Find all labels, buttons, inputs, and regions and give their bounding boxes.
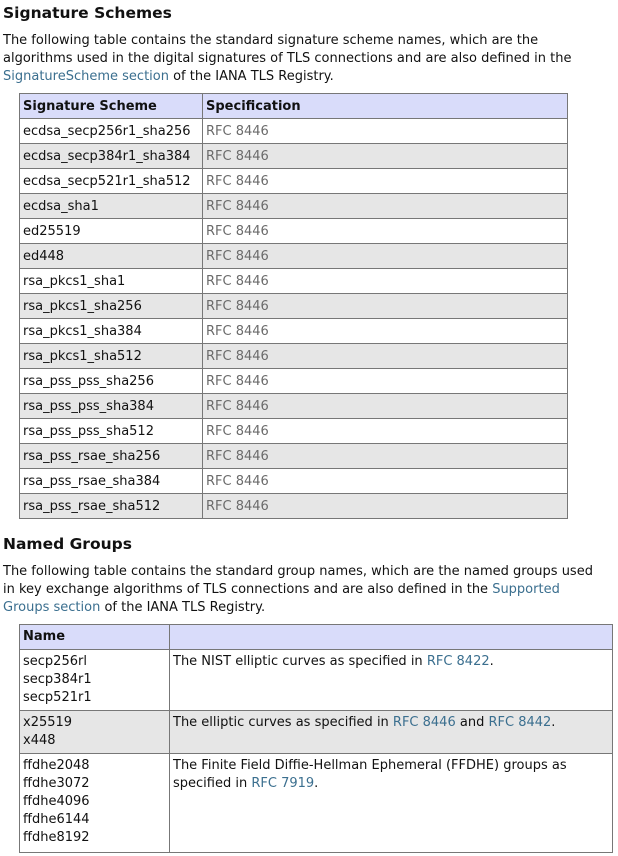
signature-schemes-intro bbox=[3, 32, 603, 86]
spec-value: RFC 8446 bbox=[203, 394, 568, 419]
spec-value: RFC 8446 bbox=[203, 319, 568, 344]
group-name: ffdhe3072 bbox=[23, 776, 90, 791]
table-row bbox=[20, 754, 613, 853]
table-row bbox=[20, 469, 568, 494]
table-row bbox=[20, 169, 568, 194]
group-name: x448 bbox=[23, 733, 56, 748]
group-name: secp256rl bbox=[23, 654, 87, 669]
spec-value: RFC 8446 bbox=[203, 169, 568, 194]
column-header-description bbox=[170, 625, 613, 650]
scheme-name: ecdsa_secp384r1_sha384 bbox=[20, 144, 203, 169]
table-row bbox=[20, 219, 568, 244]
table-header-row bbox=[20, 94, 568, 119]
group-description-cell bbox=[170, 754, 613, 853]
group-name: x25519 bbox=[23, 715, 73, 730]
scheme-name: rsa_pss_rsae_sha512 bbox=[20, 494, 203, 519]
description-text: The Finite Field Diffie-Hellman Ephemeral (FFDHE) groups as specified in bbox=[173, 758, 567, 791]
group-names-cell bbox=[20, 650, 170, 711]
group-name: ffdhe4096 bbox=[23, 794, 90, 809]
group-description-cell bbox=[170, 650, 613, 711]
signaturescheme-section-link[interactable]: SignatureScheme section bbox=[3, 69, 169, 84]
group-name: secp521r1 bbox=[23, 690, 92, 705]
spec-value: RFC 8446 bbox=[203, 294, 568, 319]
group-description-cell bbox=[170, 711, 613, 754]
table-row bbox=[20, 344, 568, 369]
scheme-name: ecdsa_secp521r1_sha512 bbox=[20, 169, 203, 194]
table-row bbox=[20, 494, 568, 519]
column-header-signature-scheme: Signature Scheme bbox=[20, 94, 203, 119]
scheme-name: rsa_pss_rsae_sha256 bbox=[20, 444, 203, 469]
scheme-name: rsa_pss_rsae_sha384 bbox=[20, 469, 203, 494]
spec-value: RFC 8446 bbox=[203, 469, 568, 494]
description-text-end: . bbox=[489, 654, 494, 669]
scheme-name: ecdsa_sha1 bbox=[20, 194, 203, 219]
column-header-specification: Specification bbox=[203, 94, 568, 119]
spec-value: RFC 8446 bbox=[203, 444, 568, 469]
scheme-name: ed448 bbox=[20, 244, 203, 269]
table-row bbox=[20, 711, 613, 754]
description-text: The elliptic curves as specified in bbox=[173, 715, 393, 730]
scheme-name: ed25519 bbox=[20, 219, 203, 244]
table-row bbox=[20, 244, 568, 269]
column-header-name: Name bbox=[20, 625, 170, 650]
scheme-name: rsa_pss_pss_sha512 bbox=[20, 419, 203, 444]
group-name: ffdhe8192 bbox=[23, 830, 90, 845]
spec-value: RFC 8446 bbox=[203, 219, 568, 244]
group-names-cell bbox=[20, 754, 170, 853]
group-name: ffdhe6144 bbox=[23, 812, 90, 827]
table-row bbox=[20, 444, 568, 469]
table-header-row bbox=[20, 625, 613, 650]
scheme-name: rsa_pss_pss_sha256 bbox=[20, 369, 203, 394]
intro-text: The following table contains the standard group names, which are the named groups used in key exchange algorithms of TLS connections and are also defined in the bbox=[3, 564, 593, 597]
table-row bbox=[20, 144, 568, 169]
group-name: secp384r1 bbox=[23, 672, 92, 687]
supported-groups-section-link[interactable]: Supported Groups section bbox=[3, 582, 560, 615]
spec-value: RFC 8446 bbox=[203, 119, 568, 144]
table-row bbox=[20, 650, 613, 711]
intro-text-end: of the IANA TLS Registry. bbox=[168, 69, 334, 84]
intro-text-end: of the IANA TLS Registry. bbox=[100, 600, 266, 615]
named-groups-heading: Named Groups bbox=[3, 535, 132, 553]
description-text: The NIST elliptic curves as specified in bbox=[173, 654, 427, 669]
scheme-name: rsa_pss_pss_sha384 bbox=[20, 394, 203, 419]
scheme-name: rsa_pkcs1_sha384 bbox=[20, 319, 203, 344]
spec-value: RFC 8446 bbox=[203, 194, 568, 219]
intro-text: The following table contains the standard signature scheme names, which are the algorithms used in the digital signatures of TLS connections and are also defined in the bbox=[3, 33, 572, 66]
signature-schemes-table bbox=[19, 93, 568, 519]
signature-schemes-heading: Signature Schemes bbox=[3, 4, 172, 22]
scheme-name: rsa_pkcs1_sha256 bbox=[20, 294, 203, 319]
table-row bbox=[20, 319, 568, 344]
table-row bbox=[20, 194, 568, 219]
table-row bbox=[20, 419, 568, 444]
spec-value: RFC 8446 bbox=[203, 269, 568, 294]
table-row bbox=[20, 294, 568, 319]
rfc-8442-link[interactable]: RFC 8442 bbox=[488, 715, 552, 730]
group-names-cell bbox=[20, 711, 170, 754]
description-text-end: . bbox=[551, 715, 556, 730]
rfc-8422-link[interactable]: RFC 8422 bbox=[426, 654, 490, 669]
scheme-name: rsa_pkcs1_sha1 bbox=[20, 269, 203, 294]
spec-value: RFC 8446 bbox=[203, 244, 568, 269]
rfc-8446-link[interactable]: RFC 8446 bbox=[392, 715, 456, 730]
spec-value: RFC 8446 bbox=[203, 344, 568, 369]
spec-value: RFC 8446 bbox=[203, 144, 568, 169]
named-groups-table bbox=[19, 624, 613, 853]
spec-value: RFC 8446 bbox=[203, 419, 568, 444]
description-text-end: . bbox=[314, 776, 319, 791]
description-text-between: and bbox=[455, 715, 489, 730]
table-row bbox=[20, 269, 568, 294]
spec-value: RFC 8446 bbox=[203, 494, 568, 519]
group-name: ffdhe2048 bbox=[23, 758, 90, 773]
named-groups-intro bbox=[3, 563, 603, 617]
scheme-name: rsa_pkcs1_sha512 bbox=[20, 344, 203, 369]
rfc-7919-link[interactable]: RFC 7919 bbox=[251, 776, 315, 791]
table-row bbox=[20, 394, 568, 419]
spec-value: RFC 8446 bbox=[203, 369, 568, 394]
scheme-name: ecdsa_secp256r1_sha256 bbox=[20, 119, 203, 144]
table-row bbox=[20, 119, 568, 144]
table-row bbox=[20, 369, 568, 394]
